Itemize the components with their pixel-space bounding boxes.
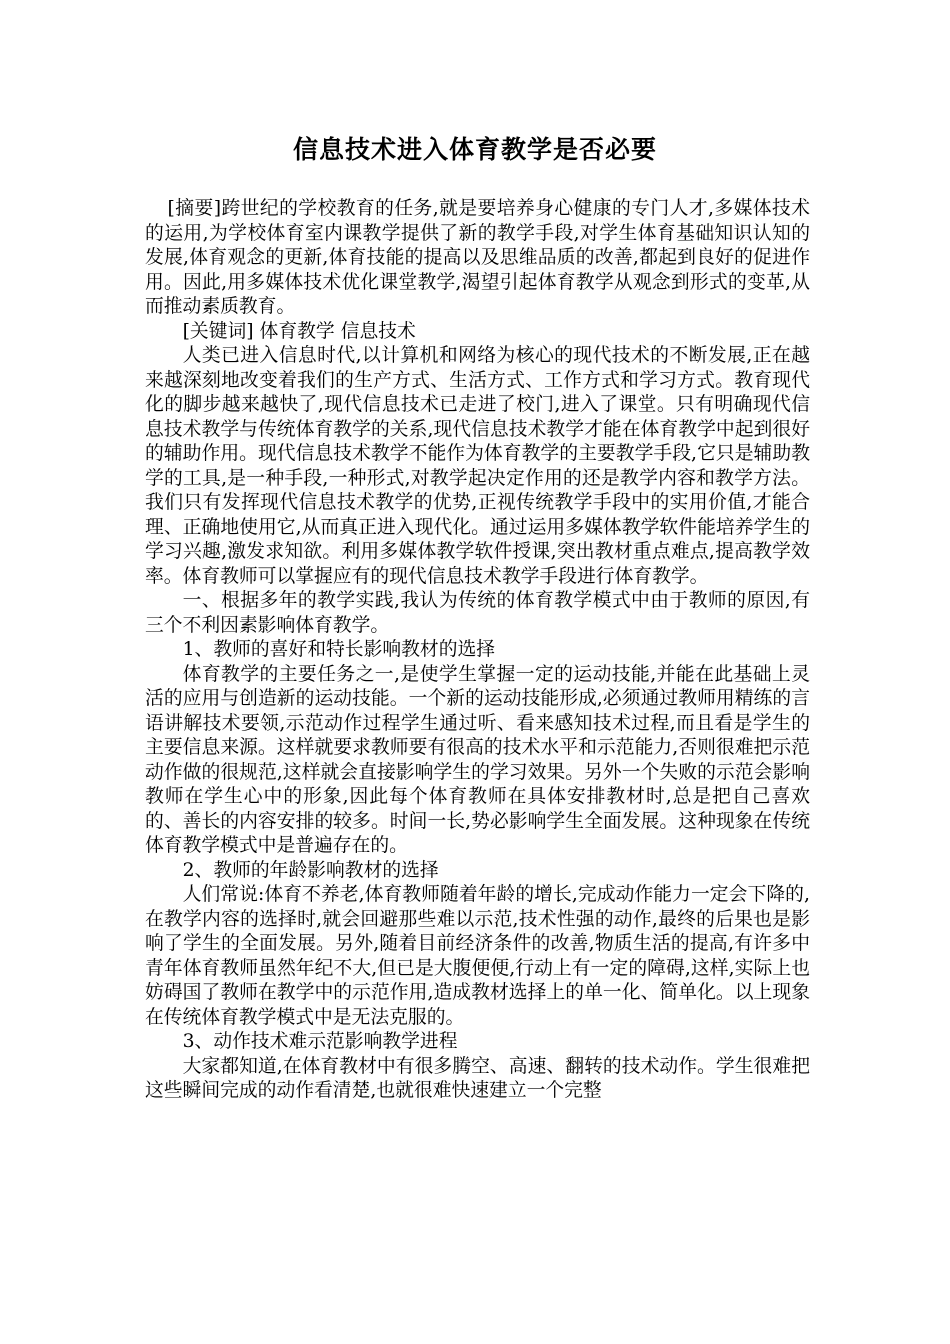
section-1-heading: 一、根据多年的教学实践,我认为传统的体育教学模式中由于教师的原因,有三个不利因素影响体育教学。 <box>145 590 810 636</box>
keywords-paragraph: [关键词] 体育教学 信息技术 <box>182 320 416 342</box>
subsection-1-heading: 1、教师的喜好和特长影响教材的选择 <box>182 639 496 660</box>
abstract-paragraph: [摘要]跨世纪的学校教育的任务,就是要培养身心健康的专门人才,多媒体技术的运用,为学校体育室内课教学提供了新的教学手段,对学生体育基础知识认知的发展,体育观念的更新,体育技能的提高以及思维品质的改善,都起到良好的促进作用。因此,用多媒体技术优化课堂教学,渴望引起体育教学从观念到形式的变革,从而推动素质教育。 <box>145 198 810 317</box>
document-body <box>145 197 810 1104</box>
intro-paragraph: 人类已进入信息时代,以计算机和网络为核心的现代技术的不断发展,正在越来越深刻地改变着我们的生产方式、生活方式、工作方式和学习方式。教育现代化的脚步越来越快了,现代信息技术已走进了校门,进入了课堂。只有明确现代信息技术教学与传统体育教学的关系,现代信息技术教学才能在体育教学中起到很好的辅助作用。现代信息技术教学不能作为体育教学的主要教学手段,它只是辅助教学的工具,是一种手段,一种形式,对教学起决定作用的还是教学内容和教学方法。我们只有发挥现代信息技术教学的优势,正视传统教学手段中的实用价值,才能合理、正确地使用它,从而真正进入现代化。通过运用多媒体教学软件能培养学生的学习兴趣,激发求知欲。利用多媒体教学软件授课,突出教材重点难点,提高教学效率。体育教师可以掌握应有的现代信息技术教学手段进行体育教学。 <box>145 345 810 587</box>
subsection-2-paragraph: 人们常说:体育不养老,体育教师随着年龄的增长,完成动作能力一定会下降的,在教学内容的选择时,就会回避那些难以示范,技术性强的动作,最终的后果也是影响了学生的全面发展。另外,随着目前经济条件的改善,物质生活的提高,有许多中青年体育教师虽然年纪不大,但已是大腹便便,行动上有一定的障碍,这样,实际上也妨碍国了教师在教学中的示范作用,造成教材选择上的单一化、简单化。以上现象在传统体育教学模式中是无法克服的。 <box>145 884 810 1028</box>
subsection-2-heading: 2、教师的年龄影响教材的选择 <box>182 859 439 881</box>
subsection-1-paragraph: 体育教学的主要任务之一,是使学生掌握一定的运动技能,并能在此基础上灵活的应用与创造新的运动技能。一个新的运动技能形成,必须通过教师用精练的言语讲解技术要领,示范动作过程学生通过听、看来感知技术过程,而且看是学生的主要信息来源。这样就要求教师要有很高的技术水平和示范能力,否则很难把示范动作做的很规范,这样就会直接影响学生的学习效果。另外一个失败的示范会影响教师在学生心中的形象,因此每个体育教师在具体安排教材时,总是把自己喜欢的、善长的内容安排的较多。时间一长,势必影响学生全面发展。这种现象在传统体育教学模式中是普遍存在的。 <box>145 663 810 856</box>
document-title: 信息技术进入体育教学是否必要 <box>292 135 657 164</box>
subsection-3-heading: 3、动作技术难示范影响教学进程 <box>182 1031 458 1052</box>
subsection-3-paragraph: 大家都知道,在体育教材中有很多腾空、高速、翻转的技术动作。学生很难把这些瞬间完成的动作看清楚,也就很难快速建立一个完整 <box>145 1055 810 1101</box>
